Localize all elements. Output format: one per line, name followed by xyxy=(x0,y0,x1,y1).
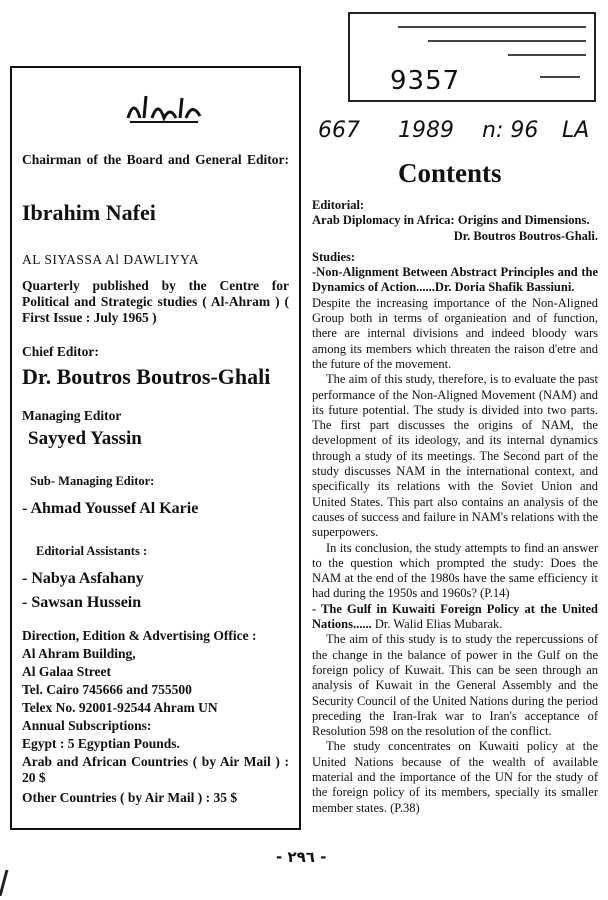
stamp-number: 9357 xyxy=(390,66,461,96)
page-number: - ٢٩٦ - xyxy=(276,848,327,866)
office-line-8: Arab and African Countries ( by Air Mail ) : 20 $ xyxy=(22,754,289,785)
chief-editor-label: Chief Editor: xyxy=(22,344,99,359)
chairman-name: Ibrahim Nafei xyxy=(22,200,156,225)
handwritten-year: 1989 xyxy=(398,118,454,143)
journal-name: AL SIYASSA Al DAWLIYYA xyxy=(22,252,200,267)
study-1-paragraph-2: The aim of this study, therefore, is to evaluate the past performance of the Non-Aligned Movement (NAM) and its future potential. The study is divided into two parts. The first part discusses the origins of NAM, the development of its ideology, and its internal dynamics through a study of its meetings. The Second part of the study discusses NAM in the international context, and specifically its relations with the Soviet Union and United States. This part also contains an analysis of the causes of success and failure in NAM's relations with the superpowers. xyxy=(312,372,598,540)
managing-editor-label: Managing Editor xyxy=(22,408,122,423)
office-line-7: Egypt : 5 Egyptian Pounds. xyxy=(22,736,180,751)
stamp-label-line xyxy=(540,76,580,78)
managing-editor-name: Sayyed Yassin xyxy=(28,428,142,449)
assistant-2: - Sawsan Hussein xyxy=(22,594,142,611)
study-1-heading: -Non-Alignment Between Abstract Principles and the Dynamics of Action......Dr. Doria Shafik Bassiuni. xyxy=(312,265,598,295)
chief-editor-name: Dr. Boutros Boutros-Ghali xyxy=(22,364,271,389)
editorial-title: Arab Diplomacy in Africa: Origins and Dimensions. xyxy=(312,213,590,228)
office-line-2: Al Ahram Building, xyxy=(22,646,136,661)
office-line-5: Telex No. 92001-92544 Ahram UN xyxy=(22,700,218,715)
contents-title: Contents xyxy=(398,158,502,188)
assistants-label: Editorial Assistants : xyxy=(36,544,148,558)
handwritten-number-1: 667 xyxy=(318,118,360,143)
study-1-paragraph-1: Despite the increasing importance of the Non-Aligned Group both in terms of organieation and of function, there are internal divisions and indeed bloody wars among its members which threaten the raison d'etre and the future of the movement. xyxy=(312,295,598,371)
assistant-1: - Nabya Asfahany xyxy=(22,570,144,587)
office-line-4: Tel. Cairo 745666 and 755500 xyxy=(22,682,192,697)
office-line-9: Other Countries ( by Air Mail ) : 35 $ xyxy=(22,790,238,805)
study-2-heading: - The Gulf in Kuwaiti Foreign Policy at the United Nations...... xyxy=(312,601,598,632)
sub-managing-name: - Ahmad Youssef Al Karie xyxy=(22,500,199,517)
studies-label: Studies: xyxy=(312,249,356,264)
chairman-label: Chairman of the Board and General Editor: xyxy=(22,152,289,167)
study-2-heading-line xyxy=(312,602,598,633)
editorial-label: Editorial: xyxy=(312,198,365,212)
publisher-line: Quarterly published by the Centre for Political and Strategic studies ( Al-Ahram ) ( First Issue : July 1965 ) xyxy=(22,278,289,325)
office-line-6: Annual Subscriptions: xyxy=(22,718,152,733)
al-ahram-logo-icon xyxy=(124,88,204,128)
sub-managing-label: Sub- Managing Editor: xyxy=(30,474,155,488)
study-2-paragraph-1: The aim of this study is to study the repercussions of the change in the balance of power in the Gulf on the foreign policy of Kuwait. This can be seen through an analysis of Kuwait in the General Assembly and the Security Council of the United Nations during the period preceding the Iran-Irak war to Iran's acceptance of Resolution 598 on the resolution of the conflict. xyxy=(312,632,598,739)
editorial-author: Dr. Boutros Boutros-Ghali. xyxy=(453,228,598,243)
masthead-box xyxy=(10,66,301,830)
office-line-1: Direction, Edition & Advertising Office : xyxy=(22,628,257,643)
study-1-paragraph-3: In its conclusion, the study attempts to find an answer to the question which prompted the study: Does the NAM at the end of the 1980s have the same efficiency it had during the 1950s and 1960s? (P.14) xyxy=(312,540,598,601)
stamp-arabic-lines xyxy=(358,26,586,60)
study-2-paragraph-2: The study concentrates on Kuwaiti policy at the United Nations because of the wealth of available material and the importance of the UN for the study of the foreign policy of its members, specially its smaller member states. (P.38) xyxy=(312,739,598,815)
office-line-3: Al Galaa Street xyxy=(22,664,111,679)
handwritten-issue: n: 96 xyxy=(482,118,539,143)
study-2-author: Dr. Walid Elias Mubarak. xyxy=(371,617,503,632)
archive-stamp xyxy=(348,12,596,102)
contents-column xyxy=(312,198,598,816)
handwritten-code: LA xyxy=(562,118,590,143)
margin-mark xyxy=(0,870,20,896)
